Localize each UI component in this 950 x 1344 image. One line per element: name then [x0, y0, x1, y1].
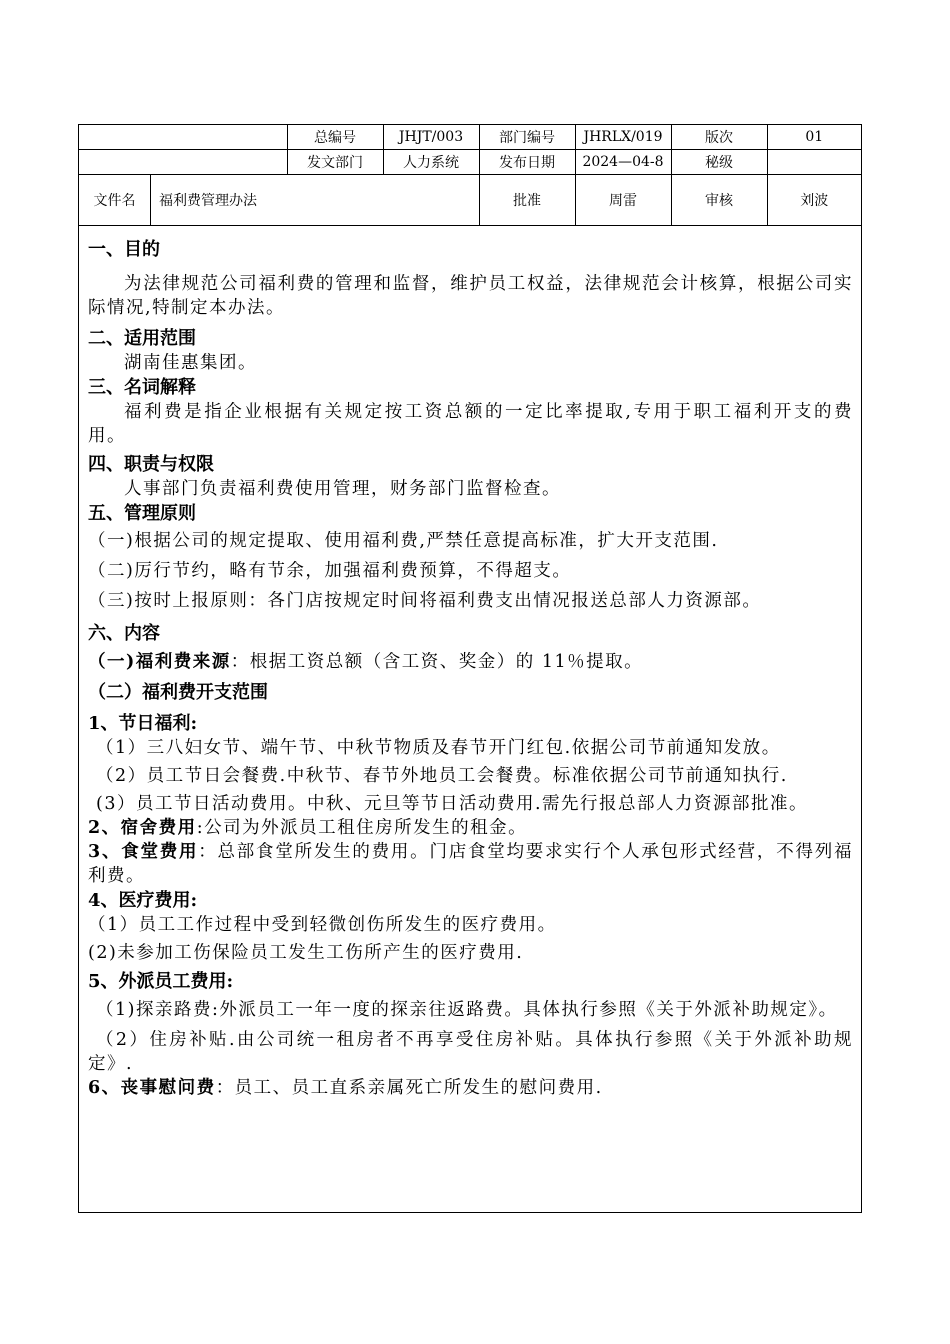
section-4-title: 四、职责与权限: [88, 454, 214, 475]
section-2-body: 湖南佳惠集团。: [124, 353, 257, 373]
dept-no-label: 部门编号: [479, 125, 575, 150]
principle-3: （三)按时上报原则：各门店按规定时间将福利费支出情况报送总部人力资源部。: [88, 591, 762, 611]
header-blank-cell: [79, 125, 287, 150]
total-no-value: JHJT/003: [383, 125, 479, 150]
section-4-body: 人事部门负责福利费使用管理，财务部门监督检查。: [124, 479, 561, 499]
section-1-title: 一、目的: [88, 239, 160, 260]
item-4-para-1: （1）员工工作过程中受到轻微创伤所发生的医疗费用。: [88, 915, 557, 935]
item-1-para-3: (3）员工节日活动费用。中秋、元旦等节日活动费用.需先行报总部人力资源部批准。: [96, 794, 809, 814]
document-header-table: [79, 125, 861, 226]
item-3-text: ：总部食堂所发生的费用。门店食堂均要求实行个人承包形式经营，不得列福利费。: [88, 842, 853, 886]
section-2-title: 二、适用范围: [88, 328, 196, 349]
version-value: 01: [767, 125, 861, 150]
section-6-title: 六、内容: [88, 623, 160, 644]
approve-label: 批准: [479, 175, 575, 226]
issuing-dept-value: 人力系统: [383, 150, 479, 175]
filename-value: 福利费管理办法: [159, 193, 257, 209]
item-1-para-2: （2）员工节日会餐费.中秋节、春节外地员工会餐费。标准依据公司节前通知执行.: [96, 766, 788, 786]
item-2-text: :公司为外派员工租住房所发生的租金。: [196, 818, 528, 838]
item-2-label: 2、宿舍费用: [88, 818, 197, 838]
dept-no-value: JHRLX/019: [575, 125, 671, 150]
item-5-para-1: （1)探亲路费:外派员工一年一度的探亲往返路费。具体执行参照《关于外派补助规定》。: [96, 1000, 838, 1020]
item-4-para-2: (2)未参加工伤保险员工发生工伤所产生的医疗费用.: [88, 943, 524, 963]
principle-2: （二)厉行节约，略有节余，加强福利费预算，不得超支。: [88, 561, 572, 581]
total-no-label: 总编号: [287, 125, 383, 150]
issuing-dept-label: 发文部门: [287, 150, 383, 175]
welfare-source: [88, 650, 853, 674]
review-label: 审核: [671, 175, 767, 226]
header-blank-cell: [79, 150, 287, 175]
version-label: 版次: [671, 125, 767, 150]
secrecy-label: 秘级: [671, 150, 767, 175]
document-body: [88, 237, 853, 1100]
secrecy-value: [767, 150, 861, 175]
section-3-title: 三、名词解释: [88, 377, 196, 398]
release-date-label: 发布日期: [479, 150, 575, 175]
filename-label: 文件名: [79, 175, 151, 225]
filename-cell: [79, 175, 479, 226]
item-6: [88, 1076, 853, 1100]
release-date-value: 2024—04-8: [575, 150, 671, 175]
item-2: [88, 816, 853, 840]
approver-value: 周雷: [575, 175, 671, 226]
principle-1: （一)根据公司的规定提取、使用福利费,严禁任意提高标准，扩大开支范围.: [88, 531, 719, 551]
item-1-title: 1、节日福利:: [88, 713, 198, 734]
item-6-text: ：员工、员工直系亲属死亡所发生的慰问费用.: [215, 1078, 603, 1098]
section-1-body: 为法律规范公司福利费的管理和监督，维护员工权益，法律规范会计核算，根据公司实际情况,特制定本办法。: [88, 274, 853, 318]
item-4-title: 4、医疗费用:: [88, 890, 198, 911]
item-6-label: 6、丧事慰问费: [88, 1078, 216, 1098]
section-5-title: 五、管理原则: [88, 503, 196, 524]
item-1-para-1: （1）三八妇女节、端午节、中秋节物质及春节开门红包.依据公司节前通知发放。: [96, 738, 781, 758]
item-3: [88, 840, 853, 888]
welfare-source-label: （一)福利费来源: [88, 652, 231, 672]
section-3-body: 福利费是指企业根据有关规定按工资总额的一定比率提取,专用于职工福利开支的费用。: [88, 402, 853, 446]
reviewer-value: 刘波: [767, 175, 861, 226]
welfare-scope-title: （二）福利费开支范围: [88, 682, 268, 703]
item-3-label: 3、食堂费用: [88, 842, 199, 862]
item-5-title: 5、外派员工费用:: [88, 971, 234, 992]
document-frame: [78, 124, 862, 1213]
welfare-source-text: ：根据工资总额（含工资、奖金）的 11％提取。: [230, 652, 644, 672]
item-5-para-2: （2）住房补贴.由公司统一租房者不再享受住房补贴。具体执行参照《关于外派补助规定》.: [88, 1030, 853, 1074]
